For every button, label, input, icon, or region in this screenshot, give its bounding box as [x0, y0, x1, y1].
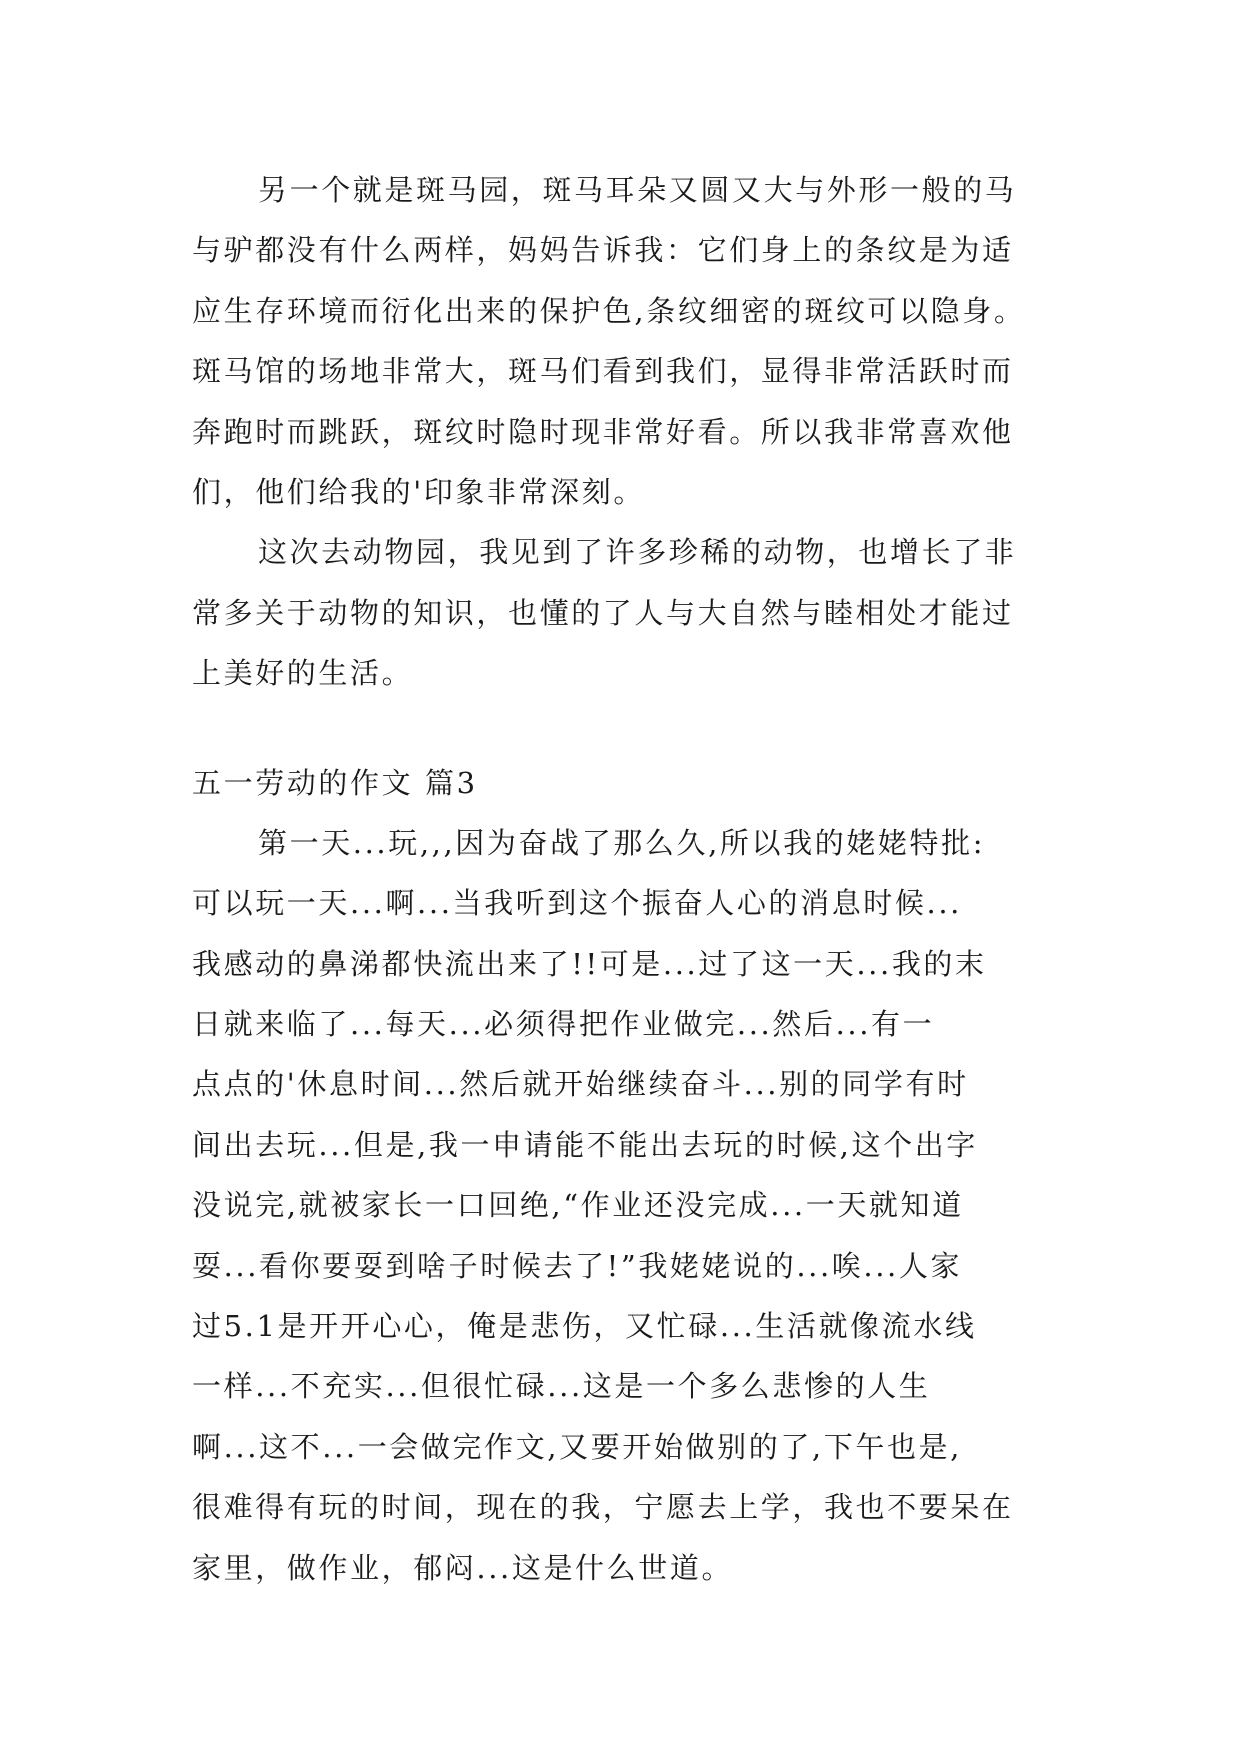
section-spacer [192, 704, 1092, 753]
text-line: 很难得有玩的时间，现在的我，宁愿去上学，我也不要呆在 [192, 1490, 1014, 1525]
text-line: 没说完,就被家长一口回绝,“作业还没完成...一天就知道 [192, 1188, 964, 1223]
paragraph-zebra [192, 160, 1092, 522]
text-line: 日就来临了...每天...必须得把作业做完...然后...有一 [192, 1007, 935, 1042]
text-line: 应生存环境而衍化出来的保护色,条纹细密的斑纹可以隐身。 [192, 293, 1026, 328]
text-line: 斑马馆的场地非常大，斑马们看到我们，显得非常活跃时而 [192, 354, 1014, 389]
text-line: 第一天...玩,,,因为奋战了那么久,所以我的姥姥特批: [258, 825, 986, 860]
text-line: 可以玩一天...啊...当我听到这个振奋人心的消息时候... [192, 886, 962, 921]
text-line: 啊...这不...一会做完作文,又要开始做别的了,下午也是, [192, 1429, 962, 1464]
text-line: 奔跑时而跳跃，斑纹时隐时现非常好看。所以我非常喜欢他 [192, 414, 1014, 449]
section-heading: 五一劳动的作文 篇3 [192, 765, 478, 800]
text-line: 另一个就是斑马园，斑马耳朵又圆又大与外形一般的马 [258, 173, 1017, 207]
text-line: 我感动的鼻涕都快流出来了!!可是...过了这一天...我的末 [192, 946, 987, 981]
text-line: 们，他们给我的'印象非常深刻。 [192, 474, 645, 509]
text-line: 这次去动物园，我见到了许多珍稀的动物，也增长了非 [258, 535, 1017, 570]
text-line: 上美好的生活。 [192, 656, 414, 691]
text-line: 过5.1是开开心心，俺是悲伤，又忙碌...生活就像流水线 [192, 1309, 977, 1344]
text-line: 点点的'休息时间...然后就开始继续奋斗...别的同学有时 [192, 1067, 969, 1102]
paragraph-zoo-conclusion [192, 522, 1092, 703]
text-line: 家里，做作业，郁闷...这是什么世道。 [192, 1550, 734, 1585]
text-line: 常多关于动物的知识，也懂的了人与大自然与睦相处才能过 [192, 595, 1014, 630]
document-body [192, 160, 1092, 1598]
text-line: 与驴都没有什么两样，妈妈告诉我：它们身上的条纹是为适 [192, 233, 1014, 268]
paragraph-may-day [192, 813, 1092, 1598]
text-line: 一样...不充实...但很忙碌...这是一个多么悲惨的人生 [192, 1369, 931, 1404]
text-line: 间出去玩...但是,我一申请能不能出去玩的时候,这个出字 [192, 1127, 978, 1162]
text-line: 耍...看你要耍到啥子时候去了!”我姥姥说的...唉...人家 [192, 1248, 963, 1283]
